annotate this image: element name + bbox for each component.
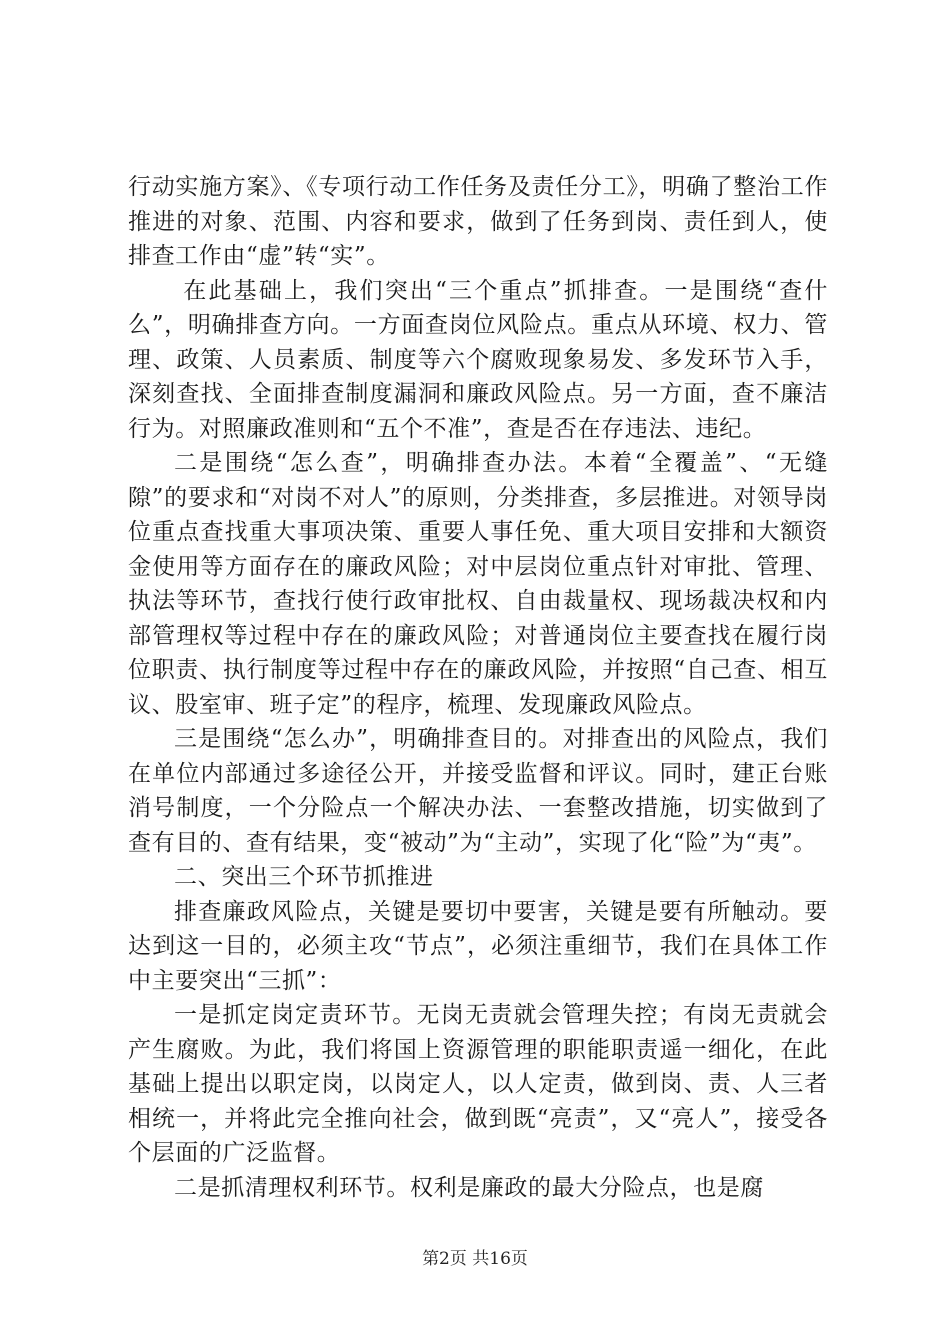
paragraph-how-to-check: 二是围绕“怎么查”，明确排查办法。本着“全覆盖”、“无缝隙”的要求和“对岗不对人”的原则，分类排查，多层推进。对领导岗位重点查找重大事项决策、重要人事任免、重大项目安排和大额资金使用等方面存在的廉政风险；对中层岗位重点针对审批、管理、执法等环节，查找行使行政审批权、自由裁量权、现场裁决权和内部管理权等过程中存在的廉政风险；对普通岗位主要查找在履行岗位职责、执行制度等过程中存在的廉政风险，并按照“自己查、相互议、股室审、班子定”的程序，梳理、发现廉政风险点。 [128, 450, 828, 718]
paragraph-three-focus: 在此基础上，我们突出“三个重点”抓排查。一是围绕“查什么”，明确排查方向。一方面查岗位风险点。重点从环境、权力、管理、政策、人员素质、制度等六个腐败现象易发、多发环节入手，深刻查找、全面排查制度漏洞和廉政风险点。另一方面，查不廉洁行为。对照廉政准则和“五个不准”，查是否在存违法、违纪。 [128, 277, 828, 442]
document-body [128, 170, 828, 1205]
paragraph-what-to-do: 三是围绕“怎么办”，明确排查目的。对排查出的风险点，我们在单位内部通过多途径公开，并接受监督和评议。同时，建正台账消号制度，一个分险点一个解决办法、一套整改措施，切实做到了查有目的、查有结果，变“被动”为“主动”，实现了化“险”为“夷”。 [128, 726, 828, 856]
section-heading: 二、突出三个环节抓推进 [174, 864, 434, 890]
paragraph-power-cleanup: 二是抓清理权利环节。权利是廉政的最大分险点，也是腐 [174, 1174, 764, 1201]
paragraph-post-duties: 一是抓定岗定责环节。无岗无责就会管理失控；有岗无责就会产生腐败。为此，我们将国上资源管理的职能职责遥一细化，在此基础上提出以职定岗，以岗定人，以人定责，做到岗、责、人三者相统一，并将此完全推向社会，做到既“亮责”，又“亮人”，接受各个层面的广泛监督。 [128, 1002, 828, 1166]
page-footer: 第2页 共16页 [422, 1249, 528, 1269]
paragraph-key-points: 排查廉政风险点，关键是要切中要害，关键是要有所触动。要达到这一目的，必须主攻“节点”，必须注重细节，我们在具体工作中主要突出“三抓”： [128, 898, 828, 994]
paragraph-continuation: 行动实施方案》、《专项行动工作任务及责任分工》，明确了整治工作推进的对象、范围、内容和要求，做到了任务到岗、责任到人，使排查工作由“虚”转“实”。 [128, 174, 828, 269]
